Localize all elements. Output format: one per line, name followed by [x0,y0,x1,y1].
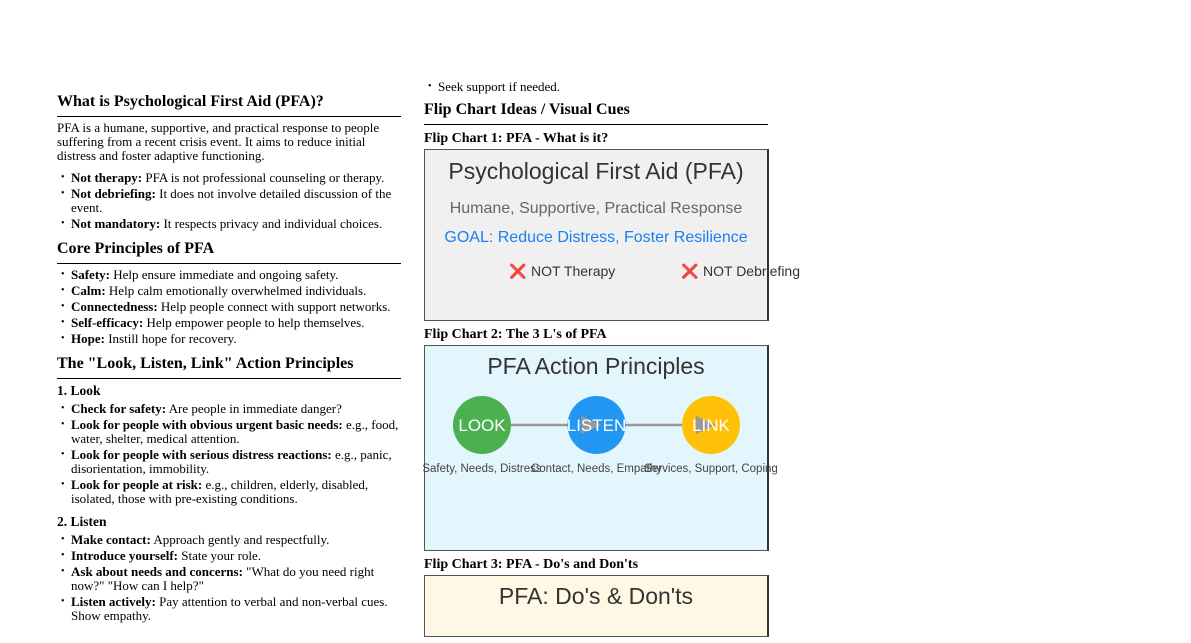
list-item [71,418,401,446]
node-label: LISTEN [566,416,627,435]
item-text: Help empower people to help themselves. [143,315,365,330]
left-column [57,92,401,631]
item-text: State your role. [178,548,262,563]
item-term: Look for people with obvious urgent basic needs: [71,417,343,432]
list [57,171,401,231]
flip-chart-1 [424,149,801,321]
list-item [71,217,401,231]
not-therapy: NOT Therapy [531,263,616,279]
list [424,80,768,94]
chart-goal: GOAL: Reduce Distress, Foster Resilience [444,229,748,246]
item-term: Ask about needs and concerns: [71,564,243,579]
flip-chart-2 [422,345,778,551]
item-term: Not mandatory: [71,216,161,231]
flip-chart-label: Flip Chart 2: The 3 L's of PFA [424,327,607,342]
flip-chart-label: Flip Chart 3: PFA - Do's and Don'ts [424,557,639,572]
list-item [71,533,401,547]
right-column [422,79,801,643]
item-text: It respects privacy and individual choices. [160,216,383,231]
not-debriefing: NOT Debriefing [703,263,801,279]
list [57,268,401,346]
item-term: Look for people at risk: [71,477,203,492]
node-desc: Contact, Needs, Empathy [530,463,663,475]
node-label: LOOK [458,416,506,435]
list-item: • Seek support if needed. [438,80,768,94]
list-item [71,478,401,506]
x-icon: ❌ [509,263,527,279]
item-term: Connectedness: [71,299,158,314]
item-term: Hope: [71,331,105,346]
x-icon: ❌ [681,263,699,279]
node-desc: Services, Support, Coping [644,463,778,475]
subsection-title: 1. Look [57,383,101,398]
item-text: Help calm emotionally overwhelmed individuals. [105,283,367,298]
item-text: It does not involve detailed discussion of the event. [71,186,392,215]
flip-chart-3 [424,575,769,637]
section-title: What is Psychological First Aid (PFA)? [57,92,401,117]
section-title: Flip Chart Ideas / Visual Cues [424,100,768,125]
flip-chart-label: Flip Chart 1: PFA - What is it? [424,131,609,146]
item-term: Introduce yourself: [71,548,179,563]
item-text: PFA is not professional counseling or therapy. [142,170,385,185]
list-item [71,402,401,416]
list [57,533,401,623]
item-term: Look for people with serious distress reactions: [71,447,332,462]
item-term: Not debriefing: [71,186,156,201]
item-text: Help ensure immediate and ongoing safety. [110,267,339,282]
item-text: "What do you need right now?" "How can I help?" [71,564,375,593]
paragraph: PFA is a humane, supportive, and practical response to people suffering from a recent crisis event. It aims to reduce initial distress and foster adaptive functioning. [57,120,380,163]
item-text: Pay attention to verbal and non-verbal cues. Show empathy. [71,594,388,623]
section-title: Core Principles of PFA [57,239,401,264]
list-item [71,284,401,298]
item-term: Check for safety: [71,401,167,416]
list-item [71,187,401,215]
item-term: Self-efficacy: [71,315,144,330]
list-item [71,171,401,185]
node-label: LINK [692,416,730,435]
item-term: Listen actively: [71,594,156,609]
list-item [71,300,401,314]
item-text: e.g., children, elderly, disabled, isolated, those with pre-existing conditions. [71,477,369,506]
chart-title: PFA: Do's & Don'ts [498,583,694,609]
chart-title: Psychological First Aid (PFA) [448,158,744,184]
item-text: e.g., panic, disorientation, immobility. [71,447,392,476]
chart-subtitle: Humane, Supportive, Practical Response [449,200,743,217]
list-item [71,549,401,563]
item-text: Instill hope for recovery. [104,331,237,346]
item-term: Make contact: [71,532,151,547]
node-desc: Safety, Needs, Distress [422,463,542,475]
item-text: e.g., food, water, shelter, medical attention. [71,417,399,446]
subsection-title: 2. Listen [57,514,107,529]
item-term: Calm: [71,283,106,298]
list-item [71,595,401,623]
list-item [71,268,401,282]
item-term: Safety: [71,267,110,282]
chart-title: PFA Action Principles [487,353,705,379]
list-item [71,316,401,330]
list-item [71,332,401,346]
section-title: The "Look, Listen, Link" Action Principles [57,354,401,379]
list [57,402,401,506]
list-item [71,448,401,476]
item-text: Help people connect with support networks. [157,299,391,314]
list-item [71,565,401,593]
item-text: Approach gently and respectfully. [150,532,330,547]
item-term: Not therapy: [71,170,143,185]
item-text: Are people in immediate danger? [166,401,342,416]
